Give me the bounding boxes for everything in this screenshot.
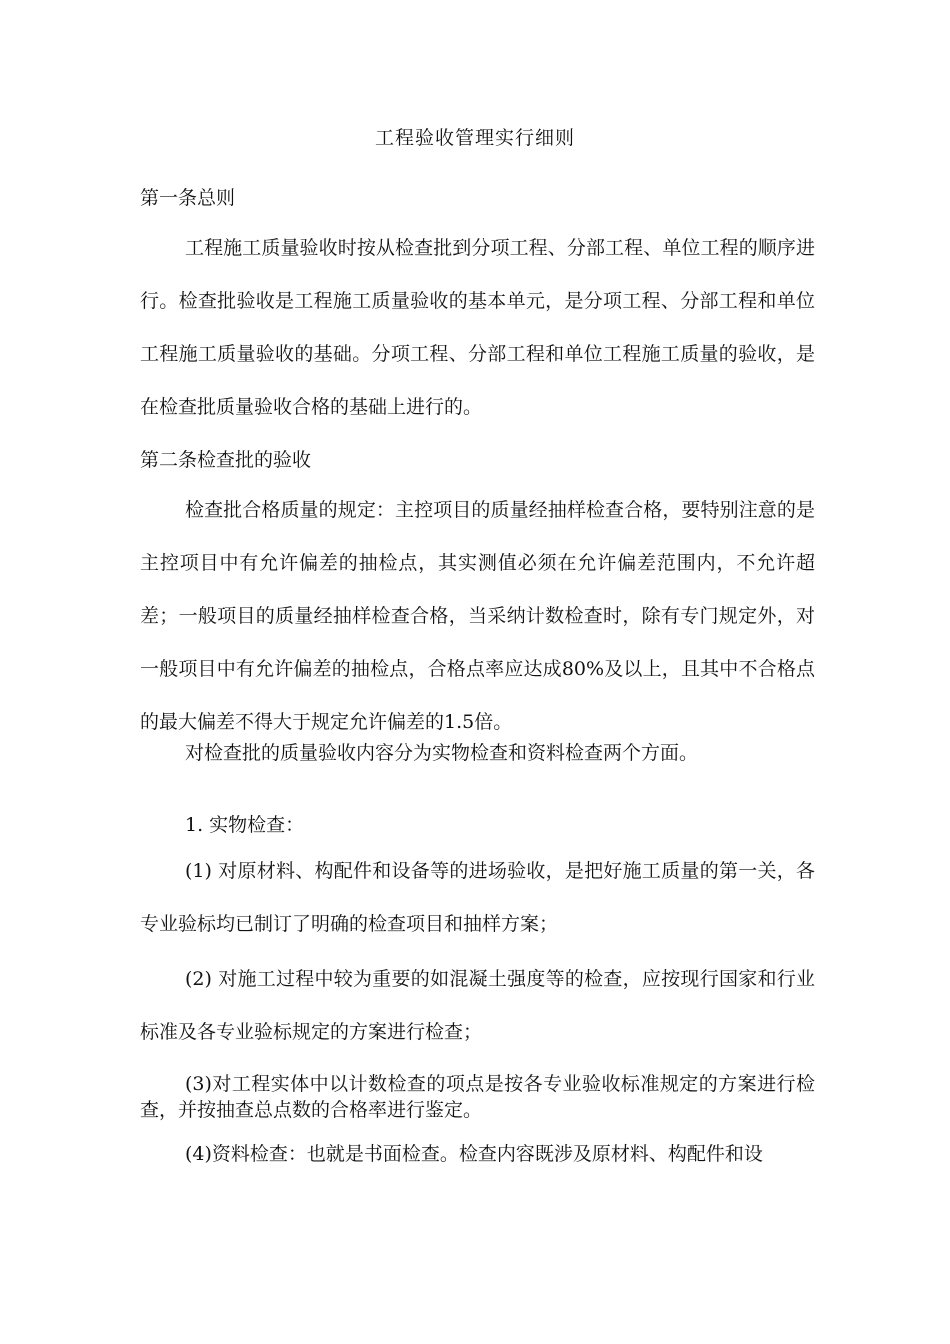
section2-paragraph1: 检查批合格质量的规定：主控项目的质量经抽样检查合格，要特别注意的是主控项目中有允许偏差的抽检点，其实测值必须在允许偏差范围内，不允许超差；一般项目的质量经抽样检查合格，当采纳计数检查时，除有专门规定外，对一般项目中有允许偏差的抽检点，合格点率应达成80%及以上，且其中不合格点的最大偏差不得大于规定允许偏差的1.5倍。 (140, 499, 815, 733)
section2-paragraph2: 对检查批的质量验收内容分为实物检查和资料检查两个方面。 (185, 742, 699, 764)
document-title: 工程验收管理实行细则 (374, 127, 575, 149)
sub-item-4: (4)资料检查：也就是书面检查。检查内容既涉及原材料、构配件和设 (185, 1143, 763, 1165)
sub-item-2: (2) 对施工过程中较为重要的如混凝土强度等的检查，应按现行国家和行业标准及各专业验标规定的方案进行检查； (140, 968, 815, 1043)
section1-paragraph: 工程施工质量验收时按从检查批到分项工程、分部工程、单位工程的顺序进行。检查批验收是工程施工质量验收的基本单元，是分项工程、分部工程和单位工程施工质量验收的基础。分项工程、分部工程和单位工程施工质量的验收，是在检查批质量验收合格的基础上进行的。 (140, 237, 815, 418)
sub-item-3: (3)对工程实体中以计数检查的项点是按各专业验收标准规定的方案进行检查，并按抽查总点数的合格率进行鉴定。 (140, 1073, 815, 1121)
sub-item-1: (1) 对原材料、构配件和设备等的进场验收，是把好施工质量的第一关，各专业验标均已制订了明确的检查项目和抽样方案； (140, 860, 815, 935)
section2-heading: 第二条检查批的验收 (140, 449, 312, 471)
inspection-item-1: 1. 实物检查： (185, 814, 305, 836)
section1-heading: 第一条总则 (140, 187, 236, 209)
